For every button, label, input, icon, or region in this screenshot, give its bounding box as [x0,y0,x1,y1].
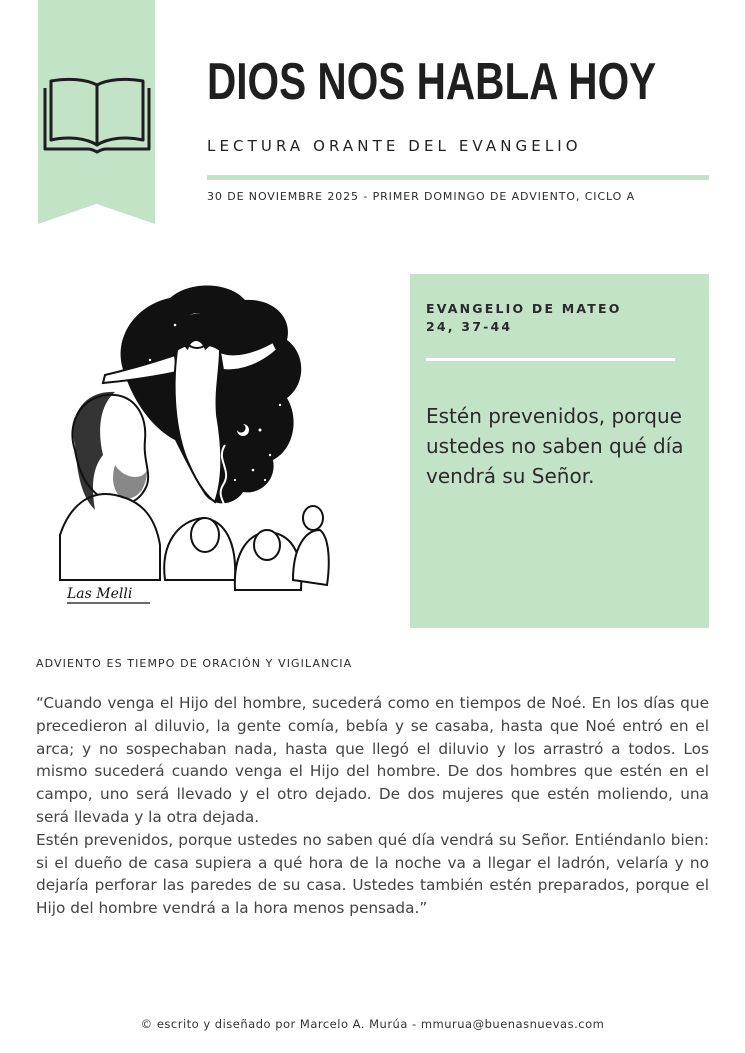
section-heading: ADVIENTO ES TIEMPO DE ORACIÓN Y VIGILANCIA [36,657,353,670]
jesus-ascension-illustration [55,280,330,615]
reading-paragraph-1: “Cuando venga el Hijo del hombre, sucederá como en tiempos de Noé. En los días que precedieron al diluvio, la gente comía, bebía y se casaba, hasta que Noé entró en el arca; y no sospechaban nada, hasta que llegó el diluvio y los arrastró a todos. Los mismo sucederá cuando venga el Hijo del hombre. De dos hombres que estén en el campo, uno será llevado y el otro dejado. De dos mujeres que estén moliendo, una será llevada y la otra dejada. [36,694,709,826]
artist-signature: Las Melli [67,586,133,602]
header-divider [207,175,709,180]
reading-paragraph-2: Estén prevenidos, porque ustedes no saben qué día vendrá su Señor. Entiéndanlo bien: si el dueño de casa supiera a qué hora de la noche va a llegar el ladrón, velaría y no dejaría perforar las paredes de su casa. Ustedes también estén preparados, porque el Hijo del hombre vendrá a la hora menos pensada.” [36,830,709,918]
gospel-reading [36,692,709,920]
open-book-icon [42,75,152,155]
header-ribbon [38,0,155,224]
gospel-highlight-box [410,274,709,628]
box-divider [426,358,675,361]
page-subtitle: LECTURA ORANTE DEL EVANGELIO [207,137,582,155]
gospel-quote: Estén prevenidos, porque ustedes no saben qué día vendrá su Señor. [426,404,684,488]
page-title: DIOS NOS HABLA HOY [207,53,657,111]
gospel-reference-verses: 24, 37-44 [426,319,513,334]
footer-credit: © escrito y diseñado por Marcelo A. Murúa - mmurua@buenasnuevas.com [140,1017,605,1031]
gospel-reference-book: EVANGELIO DE MATEO [426,301,622,316]
date-line: 30 DE NOVIEMBRE 2025 - PRIMER DOMINGO DE ADVIENTO, CICLO A [207,190,636,203]
gospel-reference [426,300,622,336]
